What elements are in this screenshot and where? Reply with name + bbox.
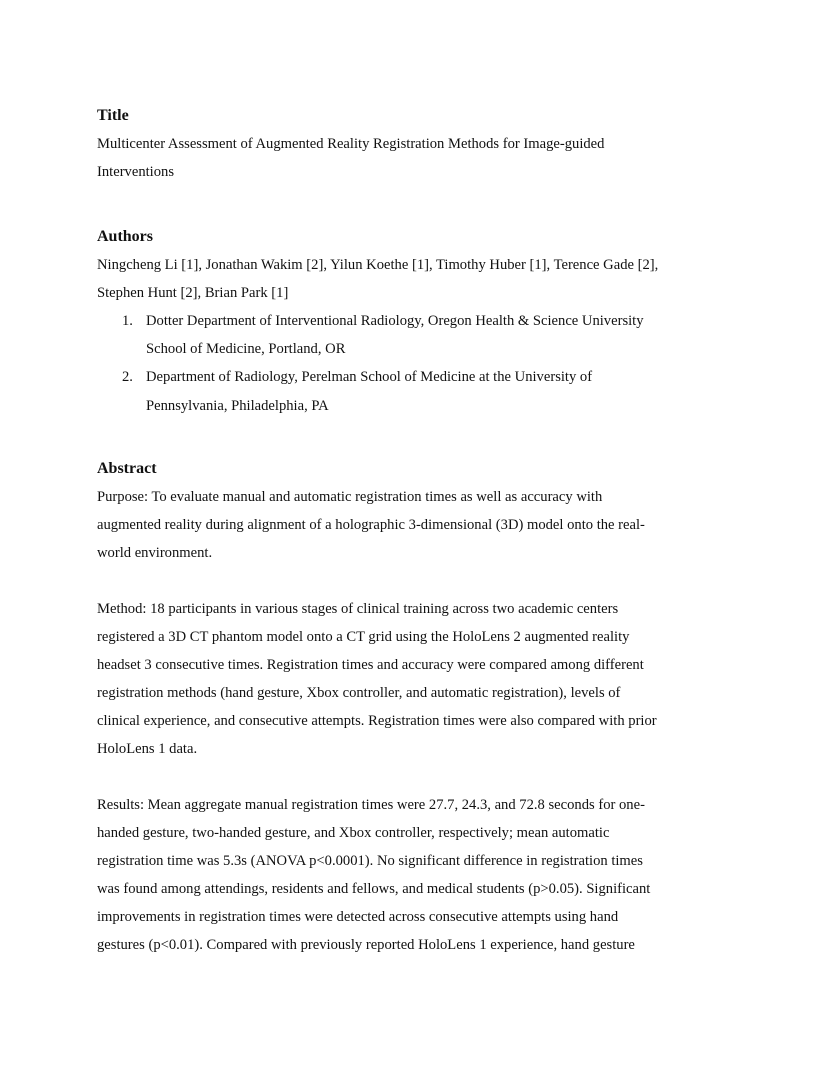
abstract-method-line: registration methods (hand gesture, Xbox controller, and automatic registration), levels of — [97, 685, 621, 701]
affiliation-1-line-2: School of Medicine, Portland, OR — [146, 341, 346, 357]
abstract-method-line: headset 3 consecutive times. Registration times and accuracy were compared among different — [97, 657, 644, 673]
title-heading: Title — [97, 107, 129, 124]
authors-line-1: Ningcheng Li [1], Jonathan Wakim [2], Yilun Koethe [1], Timothy Huber [1], Terence Gade [2], — [97, 257, 659, 273]
authors-heading: Authors — [97, 228, 154, 245]
abstract-results-line: improvements in registration times were detected across consecutive attempts using hand — [97, 909, 619, 925]
abstract-results-line: handed gesture, two-handed gesture, and Xbox controller, respectively; mean automatic — [97, 825, 610, 841]
abstract-results-line: Results: Mean aggregate manual registration times were 27.7, 24.3, and 72.8 seconds for one- — [97, 797, 645, 813]
paper-title-line-2: Interventions — [97, 164, 175, 180]
abstract-results-line: was found among attendings, residents and fellows, and medical students (p>0.05). Significant — [97, 881, 651, 897]
paper-title-line-1: Multicenter Assessment of Augmented Reality Registration Methods for Image-guided — [97, 136, 605, 152]
abstract-purpose-line: Purpose: To evaluate manual and automatic registration times as well as accuracy with — [97, 489, 603, 505]
affiliation-2-line-2: Pennsylvania, Philadelphia, PA — [146, 398, 329, 414]
abstract-results-line: gestures (p<0.01). Compared with previously reported HoloLens 1 experience, hand gesture — [97, 937, 635, 953]
affiliation-number-1: 1. — [122, 313, 133, 329]
abstract-method-line: registered a 3D CT phantom model onto a CT grid using the HoloLens 2 augmented reality — [97, 629, 630, 645]
abstract-purpose-line: world environment. — [97, 545, 213, 561]
abstract-method-line: Method: 18 participants in various stages of clinical training across two academic centers — [97, 601, 619, 617]
abstract-purpose-line: augmented reality during alignment of a holographic 3-dimensional (3D) model onto the real- — [97, 517, 645, 533]
abstract-results-line: registration time was 5.3s (ANOVA p<0.0001). No significant difference in registration times — [97, 853, 643, 869]
abstract-method-line: HoloLens 1 data. — [97, 741, 198, 757]
abstract-method-line: clinical experience, and consecutive attempts. Registration times were also compared with prior — [97, 713, 657, 729]
abstract-heading: Abstract — [97, 460, 157, 477]
authors-line-2: Stephen Hunt [2], Brian Park [1] — [97, 285, 289, 301]
affiliation-number-2: 2. — [122, 369, 133, 385]
affiliation-1-line-1: Dotter Department of Interventional Radiology, Oregon Health & Science University — [146, 313, 644, 329]
affiliation-2-line-1: Department of Radiology, Perelman School of Medicine at the University of — [146, 369, 593, 385]
